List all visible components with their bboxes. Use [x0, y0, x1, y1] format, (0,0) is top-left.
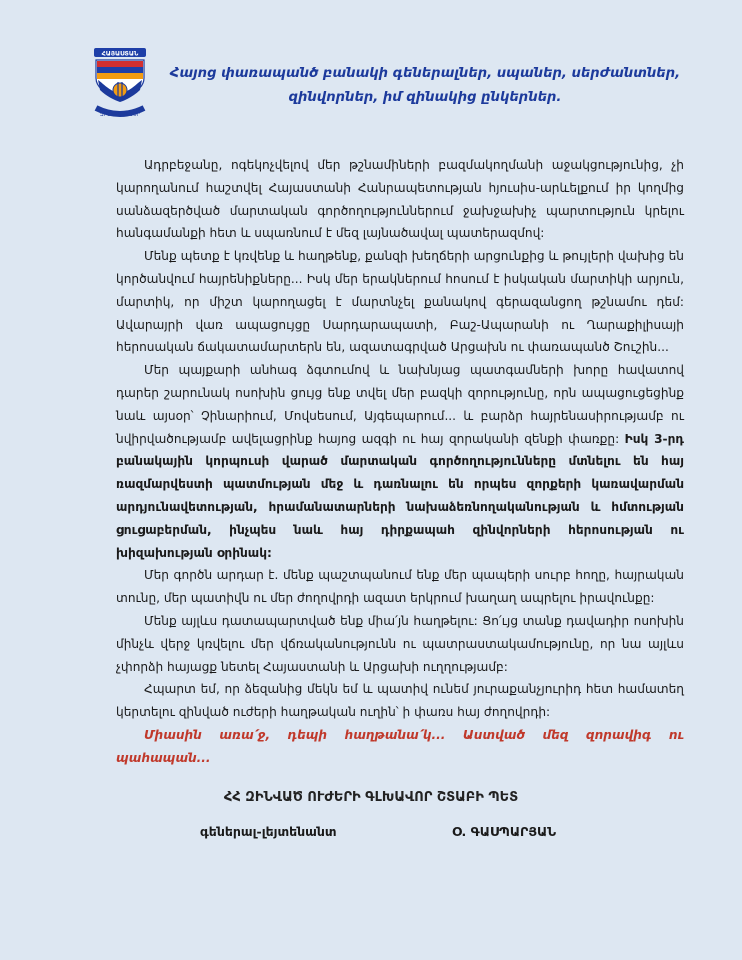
emblem-banner-text: ՀԱՅԱՍՏԱՆ [101, 50, 139, 58]
emblem-globe [113, 83, 127, 97]
paragraph-3-bold-text: Իսկ 3-րդ բանակային կորպուսի վարած մարտական գործողությունները մտնելու են հայ ռազմարվեստի պատմության մեջ և դառնալու են որպես զորքերի կառավարման արդյունավետության, հրամանատարների նախաձեռնողականության և հմտության ցուցաբերման, ինչպես նաև հայ դիրքապահ զինվորների հերոսության ու խիզախության օրինակ: [116, 431, 684, 560]
paragraph-3-text: Մեր պայքարի անհագ ձգտումով և նախնյաց պատգամների խորը հավատով դարեր շարունակ ոսոխին ցույց ենք տվել մեր բազկի զորությունը, որն ապացուցեցինք նաև այսօր՝ Չինարիում, Մովսեսում, Այգեպարում... և բարձր հայրենասիրությամբ ու նվիրվածությամբ ավելացրինք հայոց ազգի ու հայ զորականի զենքի փառքը: [116, 363, 684, 446]
paragraph-1: Ադրբեջանը, ոգեկոչվելով մեր թշնամիների բազմակողմանի աջակցությունից, չի կարողանում հաշտվել Հայաստանի Հանրապետության հյուսիս-արևելքում իր կողմից սանձազերծված մարտական գործողություններում ջախջախիչ պարտություն կրելու հանգամանքի հետ և սպառնում է մեզ լայնածավալ պատերազմով: [116, 158, 684, 241]
paragraph-4: Մեր գործն արդար է. մենք պաշտպանում ենք մեր պապերի սուրբ հողը, հայրական տունը, մեր պատիվն ու մեր ժողովրդի ազատ երկրում խաղաղ ապրելու իրավունքը: [116, 568, 684, 606]
paragraph-3 [116, 359, 684, 564]
paragraph-2: Մենք պետք է կռվենք և հաղթենք, քանզի խեղճերի արցունքից և թույլերի վախից են կործանվում հայրենիքները... Իսկ մեր երակներում հոսում է իսկական մարտիկի արյուն, մարտիկ, որ միշտ կարողացել է մարտնչել քանակով գերազանցող թշնամու դեմ: Ավարայրի վառ ապացույցը Սարդարապատի, Բաշ-Ապարանի ու Ղարաքիլիսայի հերոսական ճակատամարտերն են, ազատագրված Արցախն ու փառապանծ Շուշին... [116, 249, 684, 355]
letter-body [116, 154, 684, 770]
closing-slogan: Միասին առա՛ջ, դեպի հաղթանա՛կ... Աստված մեզ զորավիգ ու պահապան... [116, 727, 684, 765]
paragraph-5: Մենք այլևս դատապարտված ենք միա՛յն հաղթելու: Ցո՛ւյց տանք դավադիր ոսոխին մինչև վերջ կռվելու մեր վճռականությունն ու պատրաստակամությունը, որ նա այլևս չփորձի հայացք նետել Հայաստանի և Արցախի ուղղությամբ: [116, 613, 684, 674]
signatory-rank: գեներալ-լեյտենանտ [200, 824, 337, 839]
paragraph-6: Հպարտ եմ, որ ձեզանից մեկն եմ և պատիվ ունեմ յուրաքանչյուրիդ հետ համատեղ կերտելու զինված ուժերի հաղթական ուղին՝ ի փառս հայ ժողովրդի: [116, 682, 684, 720]
signatory-name: Օ. ԳԱՍՊԱՐՅԱՆ [452, 824, 557, 839]
signatory-title: ՀՀ ԶԻՆՎԱԾ ՈՒԺԵՐԻ ԳԼԽԱՎՈՐ ՇՏԱԲԻ ՊԵՏ [223, 790, 519, 805]
emblem-ribbon-text: ԶԻՆՎԱԾ ՈՒԺԵՐ [99, 113, 141, 118]
heading-line-2: զինվորներ, իմ զինակից ընկերներ. [288, 90, 562, 105]
armed-forces-emblem [88, 46, 152, 124]
address-heading [160, 62, 690, 110]
heading-line-1: Հայոց փառապանծ բանակի գեներալներ, սպաներ, սերժանտներ, [169, 66, 681, 81]
